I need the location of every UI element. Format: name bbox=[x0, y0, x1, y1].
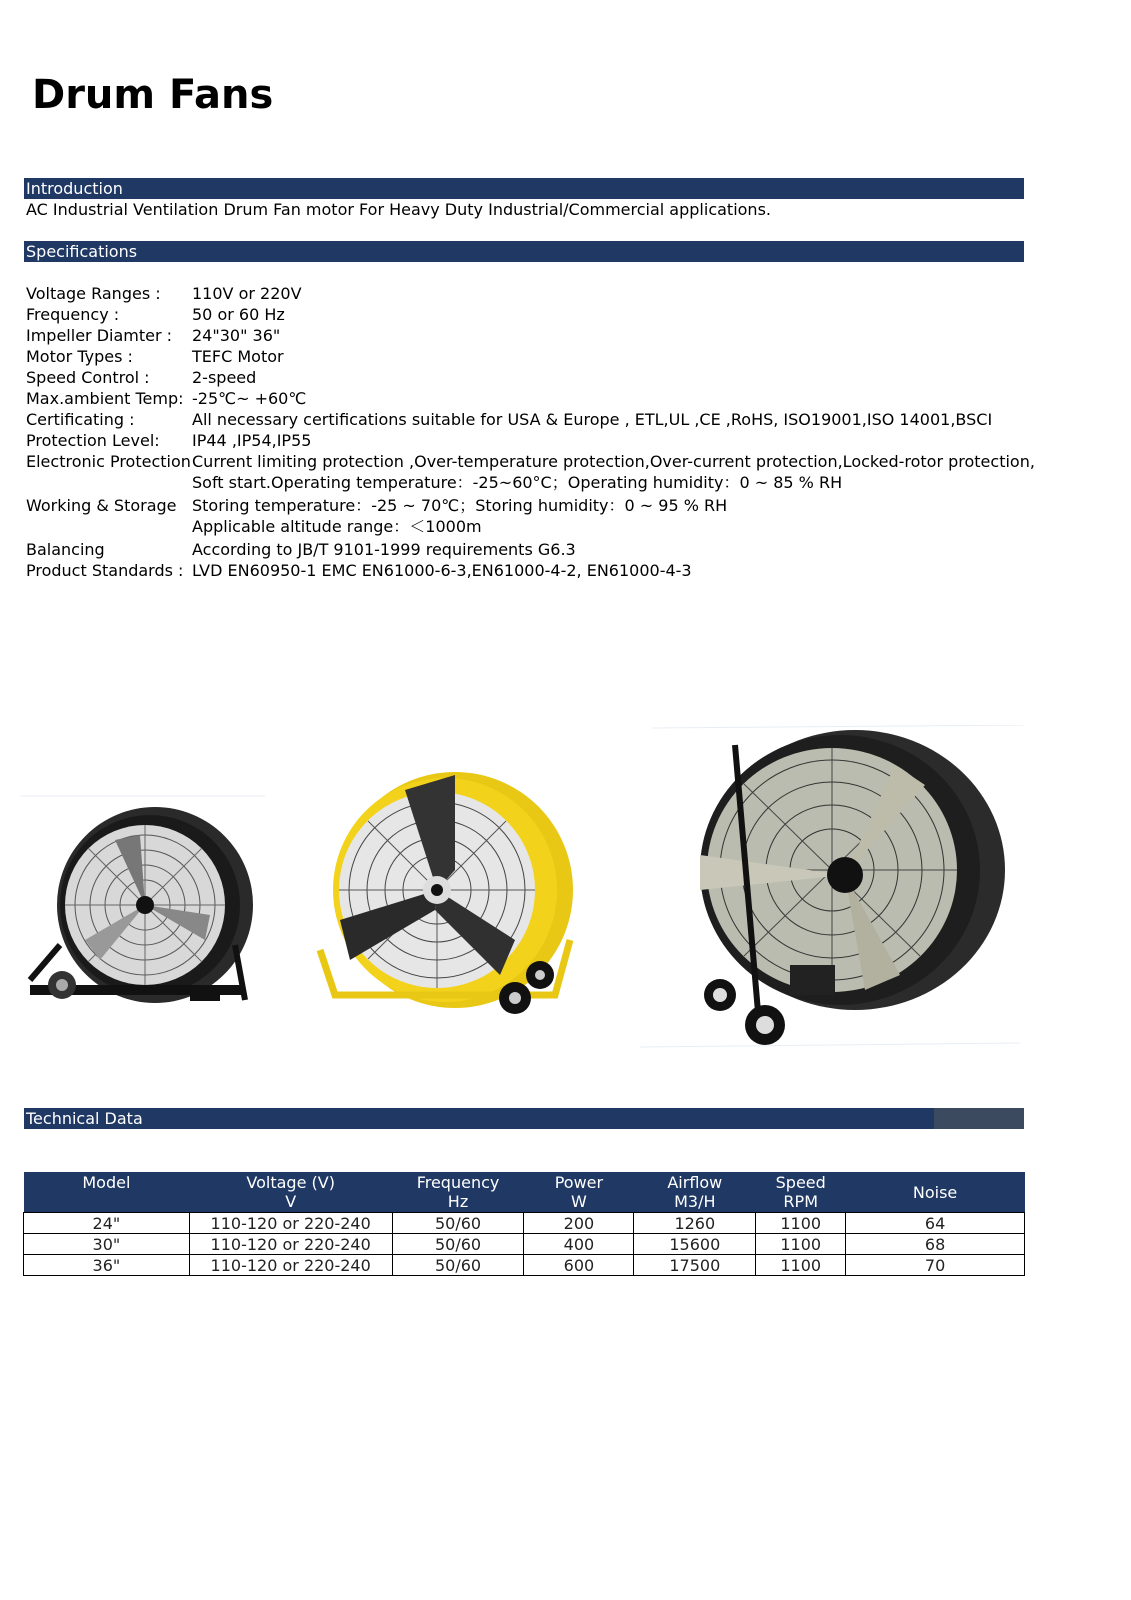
cell-model: 30" bbox=[24, 1234, 190, 1255]
cell-speed: 1100 bbox=[756, 1213, 846, 1234]
cell-noise: 70 bbox=[846, 1255, 1025, 1276]
header-line: Noise bbox=[912, 1182, 958, 1202]
cell-voltage: 110-120 or 220-240 bbox=[189, 1234, 392, 1255]
cell-frequency: 50/60 bbox=[392, 1213, 524, 1234]
header-line: W bbox=[571, 1192, 587, 1211]
spec-label: Balancing bbox=[26, 540, 105, 559]
table-header-row bbox=[24, 1172, 1025, 1213]
cell-airflow: 17500 bbox=[634, 1255, 756, 1276]
technical-data-heading: Technical Data bbox=[24, 1108, 1024, 1129]
header-line: Speed bbox=[775, 1173, 826, 1192]
header-model bbox=[24, 1172, 190, 1213]
header-line bbox=[24, 1192, 190, 1211]
spec-value: TEFC Motor bbox=[192, 347, 284, 366]
cell-airflow: 15600 bbox=[634, 1234, 756, 1255]
spec-value: All necessary certifications suitable for USA & Europe , ETL,UL ,CE ,RoHS, ISO19001,ISO 14001,BSCI bbox=[192, 410, 993, 429]
cell-power: 600 bbox=[524, 1255, 634, 1276]
cell-speed: 1100 bbox=[756, 1234, 846, 1255]
cell-speed: 1100 bbox=[756, 1255, 846, 1276]
cell-airflow: 1260 bbox=[634, 1213, 756, 1234]
spec-value-line: Soft start.Operating temperature：-25~60°C；Operating humidity：0 ~ 85 % RH bbox=[192, 473, 843, 492]
cell-model: 36" bbox=[24, 1255, 190, 1276]
cell-power: 400 bbox=[524, 1234, 634, 1255]
yellow-drum-fan-image bbox=[305, 770, 585, 1035]
spec-value: LVD EN60950-1 EMC EN61000-6-3,EN61000-4-2, EN61000-4-3 bbox=[192, 561, 692, 580]
spec-value: 50 or 60 Hz bbox=[192, 305, 285, 324]
specifications-heading: Specifications bbox=[24, 241, 1024, 262]
cell-voltage: 110-120 or 220-240 bbox=[189, 1255, 392, 1276]
spec-value: According to JB/T 9101-1999 requirements G6.3 bbox=[192, 540, 576, 559]
spec-label: Max.ambient Temp: bbox=[26, 389, 184, 408]
spec-label: Speed Control : bbox=[26, 368, 150, 387]
spec-value: 2-speed bbox=[192, 368, 257, 387]
header-power bbox=[524, 1172, 634, 1213]
spec-label: Protection Level: bbox=[26, 431, 160, 450]
cell-power: 200 bbox=[524, 1213, 634, 1234]
technical-data-table bbox=[23, 1172, 1025, 1276]
header-line: Model bbox=[82, 1173, 131, 1192]
cell-noise: 68 bbox=[846, 1234, 1025, 1255]
cell-model: 24" bbox=[24, 1213, 190, 1234]
header-line: Hz bbox=[447, 1192, 469, 1211]
spec-value: 24"30" 36" bbox=[192, 326, 281, 345]
spec-label: Motor Types : bbox=[26, 347, 133, 366]
header-voltage bbox=[189, 1172, 392, 1213]
spec-value-line: Current limiting protection ,Over-temperature protection,Over-current protection,Locked-rotor protection, bbox=[192, 452, 1035, 471]
cell-noise: 64 bbox=[846, 1213, 1025, 1234]
introduction-heading: Introduction bbox=[24, 178, 1024, 199]
header-line: RPM bbox=[783, 1192, 818, 1211]
page-title: Drum Fans bbox=[32, 72, 274, 118]
header-line: Frequency bbox=[416, 1173, 500, 1192]
spec-value-line: Applicable altitude range：＜1000m bbox=[192, 517, 482, 536]
header-noise bbox=[846, 1172, 1025, 1213]
spec-value: -25℃~ +60℃ bbox=[192, 389, 307, 408]
introduction-text: AC Industrial Ventilation Drum Fan motor For Heavy Duty Industrial/Commercial applications. bbox=[26, 200, 771, 219]
spec-label: Certificating : bbox=[26, 410, 135, 429]
header-line: Voltage (V) bbox=[246, 1173, 335, 1192]
header-line: Power bbox=[554, 1173, 604, 1192]
spec-value: IP44 ,IP54,IP55 bbox=[192, 431, 312, 450]
large-black-drum-fan-image bbox=[640, 725, 1025, 1050]
table-row bbox=[24, 1255, 1025, 1276]
table-row bbox=[24, 1213, 1025, 1234]
black-drum-fan-image bbox=[20, 795, 265, 1035]
spec-label: Impeller Diamter : bbox=[26, 326, 173, 345]
spec-label: Electronic Protection bbox=[26, 452, 191, 471]
header-line: V bbox=[285, 1192, 297, 1211]
spec-label: Working & Storage bbox=[26, 496, 177, 515]
spec-value bbox=[192, 451, 1035, 493]
header-airflow bbox=[634, 1172, 756, 1213]
spec-label: Product Standards : bbox=[26, 561, 184, 580]
header-speed bbox=[756, 1172, 846, 1213]
spec-label: Voltage Ranges : bbox=[26, 284, 161, 303]
spec-value-line: Storing temperature：-25 ~ 70℃；Storing humidity：0 ~ 95 % RH bbox=[192, 496, 728, 515]
table-row bbox=[24, 1234, 1025, 1255]
header-frequency bbox=[392, 1172, 524, 1213]
cell-frequency: 50/60 bbox=[392, 1255, 524, 1276]
header-line: M3/H bbox=[674, 1192, 716, 1211]
spec-label: Frequency : bbox=[26, 305, 120, 324]
header-line: Airflow bbox=[667, 1173, 723, 1192]
spec-value: 110V or 220V bbox=[192, 284, 302, 303]
cell-voltage: 110-120 or 220-240 bbox=[189, 1213, 392, 1234]
cell-frequency: 50/60 bbox=[392, 1234, 524, 1255]
spec-value bbox=[192, 495, 727, 537]
